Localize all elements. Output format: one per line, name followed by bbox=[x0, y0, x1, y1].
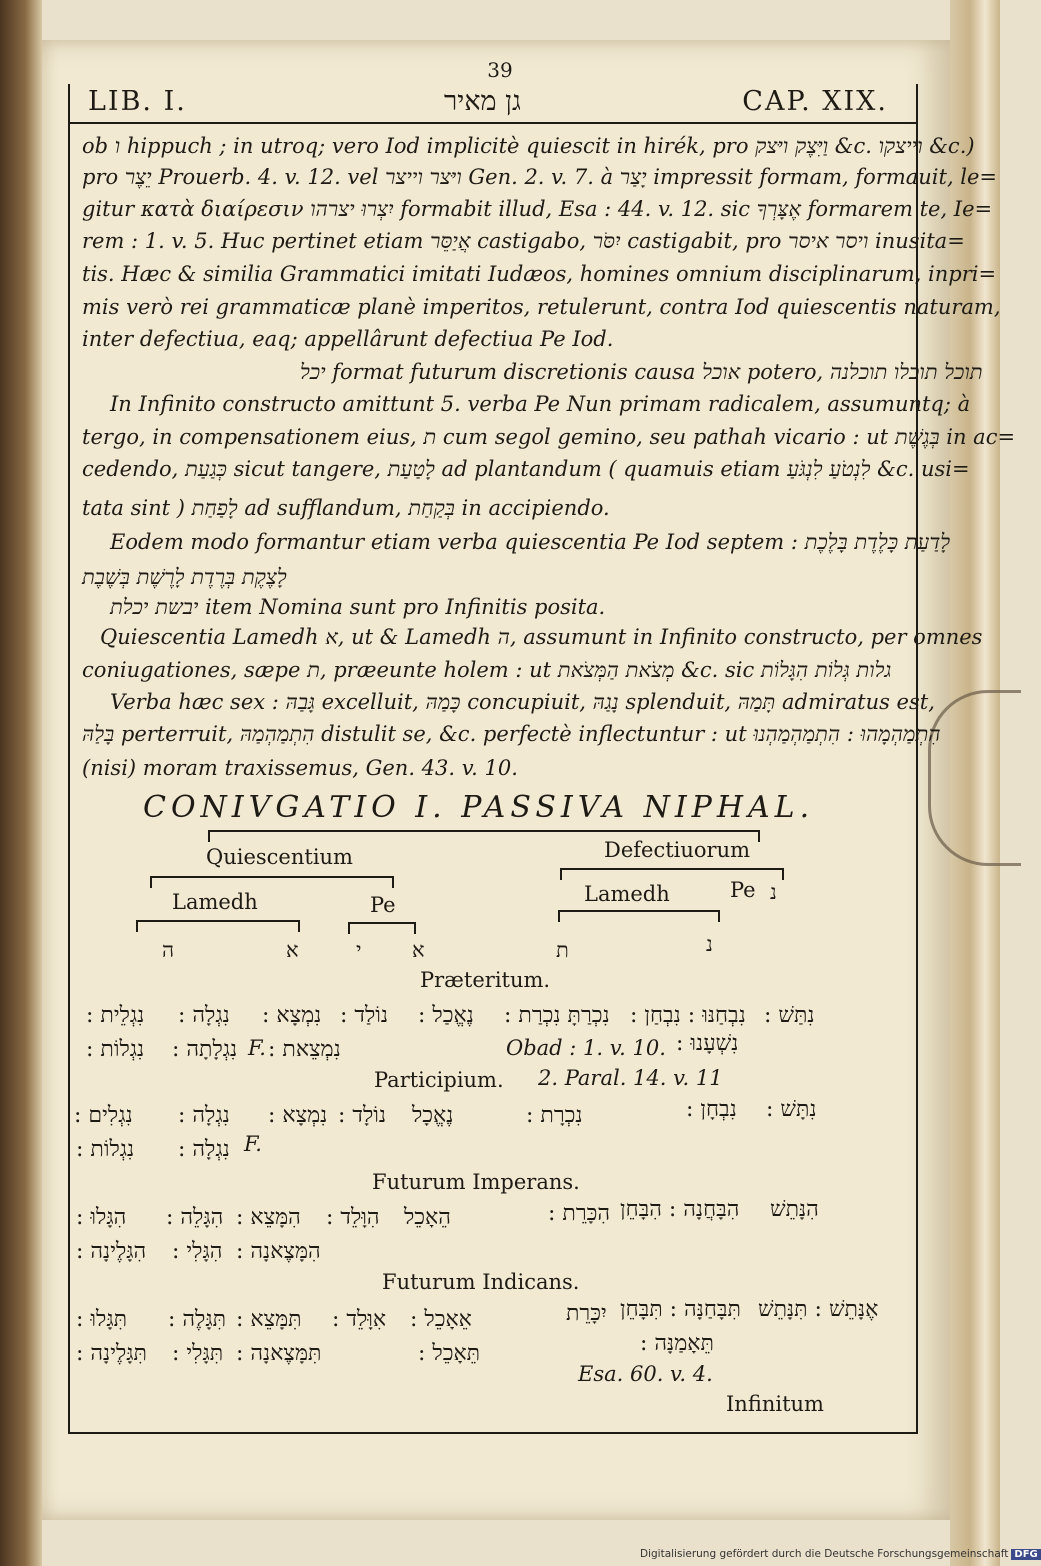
brace-pe bbox=[348, 922, 416, 934]
brace-lamedh bbox=[136, 920, 300, 932]
brace-lamedh-def bbox=[558, 910, 720, 922]
form-cell: נִתָּשׁ : bbox=[766, 1097, 817, 1122]
form-cell: הֵאָכֵל bbox=[404, 1205, 451, 1230]
letter-aleph: א bbox=[286, 938, 299, 962]
form-cell: תִּמָּצֶאנָה : bbox=[236, 1341, 322, 1366]
form-cell: תִּגָּלֶינָה : bbox=[76, 1341, 147, 1366]
form-cell: הִגָּלוּ : bbox=[76, 1205, 127, 1230]
text-line: cedendo, כְּגַעַת sicut tangere, לָטַעַת ad plantandum ( quamuis etiam לִנְטֹעַ לִנְגֹּעַ &c. usi= bbox=[82, 457, 970, 481]
feminine-mark: F. bbox=[248, 1036, 266, 1060]
text-line: Quiescentia Lamedh א, ut & Lamedh ה, assumunt in Infinito constructo, per omnes bbox=[100, 625, 983, 649]
form-cell: נִגְלָה : bbox=[178, 1137, 230, 1162]
running-header bbox=[68, 84, 918, 124]
text-line: יבשת יכלת item Nomina sunt pro Infinitis posita. bbox=[110, 595, 606, 619]
bottom-rule bbox=[68, 1432, 918, 1434]
form-cell: נִגְלֵית : bbox=[86, 1003, 145, 1028]
form-cell: נִתַּשׁ : bbox=[764, 1003, 815, 1028]
text-line: gitur κατὰ διαίρεσιν יִצְרוּ יצרהו formabit illud, Esa : 44. v. 12. sic אֶצָּרְךָ formarem te, Ie= bbox=[82, 197, 993, 221]
form-cell: נִכְרָת : bbox=[526, 1103, 583, 1128]
text-line: Verba hæc sex : גָּבַהּ excelluit, כָּמַהּ concupiuit, נָגַהּ splenduit, תָּמַהּ admiratus est, bbox=[110, 690, 935, 714]
text-line: rem : 1. v. 5. Huc pertinet etiam אֲיַסֵּר castigabo, יִסֹּר castigabit, pro ויסר איסר inusita= bbox=[82, 229, 965, 253]
text-line: Eodem modo formantur etiam verba quiescentia Pe Iod septem : לָדַעַת כָּלֶדֶת בָּלֶכֶת bbox=[110, 530, 951, 554]
form-cell: נוֹלָד : bbox=[338, 1103, 387, 1128]
form-cell: תִּגָּלִי : bbox=[172, 1341, 224, 1366]
form-cell: הִמָּצֶאנָה : bbox=[236, 1239, 321, 1264]
form-cell: נִשְׁעָנוּ : bbox=[676, 1031, 739, 1056]
text-line: לָצֶקֶת בְּרֶדֶת לָרֶשֶׁת בְּשֶׁבֶת bbox=[82, 565, 287, 589]
header-right: CAP. XIX. bbox=[742, 86, 888, 117]
feminine-mark: F. bbox=[244, 1132, 262, 1156]
letter-yod: י bbox=[356, 938, 362, 962]
text-line: In Infinito constructo amittunt 5. verba Pe Nun primam radicalem, assumuntq; à bbox=[110, 392, 971, 416]
form-cell: נִמְצָא : bbox=[262, 1003, 322, 1028]
text-line: (nisi) moram traxissemus, Gen. 43. v. 10. bbox=[82, 756, 518, 780]
subgroup-pe-letter: נ bbox=[770, 880, 777, 904]
form-cell: הִבָּחֲנָה : הִבָּחֵן bbox=[620, 1197, 740, 1222]
text-line: inter defectiua, eaq; appellârunt defectiua Pe Iod. bbox=[82, 327, 614, 351]
subgroup-pe: Pe bbox=[370, 893, 396, 917]
form-cell: הִגָּלֶינָה : bbox=[76, 1239, 147, 1264]
credit-text: Digitalisierung gefördert durch die Deutsche Forschungsgemeinschaft bbox=[640, 1548, 1009, 1560]
header-center: גן מאיר bbox=[444, 86, 521, 117]
text-line: tis. Hæc & similia Grammatici imitati Iudæos, homines omnium disciplinarum, inpri= bbox=[82, 262, 997, 286]
letter-nun: נ bbox=[706, 932, 713, 956]
subgroup-pe: Pe bbox=[730, 878, 756, 902]
reference: Obad : 1. v. 10. bbox=[506, 1036, 666, 1060]
text-line: יכל format futurum discretionis causa אוכל potero, תוכל תוכלו תוכלנה bbox=[300, 360, 983, 384]
text-line: mis verò rei grammaticæ planè imperitos, retulerunt, contra Iod quiescentis naturam, bbox=[82, 295, 1001, 319]
letter-aleph: א bbox=[412, 938, 425, 962]
text-line: ob ו hippuch ; in utroq; vero Iod implicitè quiescit in hirék, pro וַיִּצֶק ויּצק &c. וייצקו &c.) bbox=[82, 134, 975, 158]
form-cell: אֵאָכֵל : bbox=[410, 1307, 472, 1332]
form-cell: הִכָּרֵת : bbox=[548, 1201, 611, 1226]
form-cell: תֵּאָכֵל : bbox=[418, 1341, 481, 1366]
form-cell: נִגְלוֹת : bbox=[86, 1037, 145, 1062]
form-cell: הִנָּתֵשׁ bbox=[770, 1197, 819, 1222]
form-cell: נִגְלִים : bbox=[74, 1103, 133, 1128]
subgroup-lamedh: Lamedh bbox=[172, 890, 258, 914]
page-clip bbox=[928, 690, 1021, 866]
group-quiescentium: Quiescentium bbox=[206, 845, 353, 869]
catchword: Infinitum bbox=[726, 1392, 824, 1416]
form-cell: נֶאֱכַל : bbox=[418, 1003, 474, 1028]
form-cell: נִגְלָה : bbox=[178, 1003, 230, 1028]
form-cell: נִבְחַנּוּ : נִבְחַן : bbox=[630, 1003, 746, 1028]
form-cell: תִּמָּצֵא : bbox=[236, 1307, 302, 1332]
letter-he: ה bbox=[162, 938, 175, 962]
text-line: tata sint ) לָפַחַת ad sufflandum, בְּקַחַת in accipiendo. bbox=[82, 496, 610, 520]
form-cell: הִוָּלֵד : bbox=[326, 1205, 380, 1230]
form-cell: הִמָּצֵא : bbox=[236, 1205, 301, 1230]
form-cell: נִגְלָתָה : bbox=[172, 1037, 238, 1062]
reference: Esa. 60. v. 4. bbox=[578, 1362, 713, 1386]
form-cell: נֶאֱכָל bbox=[412, 1103, 454, 1128]
section-praeteritum: Præteritum. bbox=[420, 968, 551, 992]
dfg-logo: DFG bbox=[1011, 1549, 1040, 1560]
form-cell: נִבְחָן : bbox=[686, 1097, 737, 1122]
form-cell: הִגָּלִי : bbox=[172, 1239, 223, 1264]
digitization-credit bbox=[640, 1548, 1041, 1560]
page-number: 39 bbox=[487, 58, 513, 82]
book-spine bbox=[0, 0, 42, 1566]
form-cell: נִכְרַתָּ נִכְרַת : bbox=[504, 1003, 610, 1028]
header-left: LIB. I. bbox=[88, 86, 187, 117]
form-cell: תֵּאָמַנָּה : bbox=[640, 1331, 714, 1356]
form-cell: הִגָּלֵה : bbox=[166, 1205, 224, 1230]
text-line: coniugationes, sæpe ת, præeunte holem : ut מְצֹאת הַמְּצֹאת &c. sic גלות גְּלוֹת הִגָּלוֹת bbox=[82, 658, 892, 682]
form-cell: נִמְצֵאת : bbox=[268, 1037, 341, 1062]
form-cell: נִגְלוֹת : bbox=[76, 1137, 135, 1162]
section-participium: Participium. bbox=[374, 1068, 504, 1092]
form-cell: אֶנָּתֵשׁ : תִּנָּתֵשׁ bbox=[758, 1297, 879, 1322]
section-futurum-indicans: Futurum Indicans. bbox=[382, 1270, 580, 1294]
subgroup-lamedh: Lamedh bbox=[584, 882, 670, 906]
brace-quiescentium bbox=[150, 876, 394, 888]
form-cell: נִגְלָה : bbox=[178, 1103, 230, 1128]
form-cell: תִּבָּחַנָּה : תִּבָּחֵן bbox=[620, 1297, 741, 1322]
reference: 2. Paral. 14. v. 11 bbox=[538, 1066, 723, 1090]
letter-tav: ת bbox=[556, 938, 569, 962]
group-defectiuorum: Defectiuorum bbox=[604, 838, 751, 862]
text-line: בָּלַהּ perterruit, הִתְמַהְמַהּ distulit se, &c. perfectè inflectuntur : ut הִתְמַהְמָהוּ : הִתְמַהְמַהְנוּ bbox=[82, 722, 941, 746]
form-cell: תִּגָּלוּ : bbox=[76, 1307, 128, 1332]
text-line: tergo, in compensationem eius, ת cum segol gemino, seu pathah vicario : ut בְּגֶשֶׁת in ac= bbox=[82, 425, 1016, 449]
form-cell: יִכָּרֵת bbox=[566, 1301, 607, 1326]
table-title: CONIVGATIO I. PASSIVA NIPHAL. bbox=[143, 790, 815, 825]
form-cell: אִוָּלֵד : bbox=[332, 1307, 387, 1332]
text-line: pro יֵצֶר Prouerb. 4. v. 12. vel ויּצר וייצר Gen. 2. v. 7. à יָצַר impressit formam, formauit, le= bbox=[82, 165, 998, 189]
form-cell: תִּגָּלֶה : bbox=[168, 1307, 227, 1332]
form-cell: נוֹלַד : bbox=[340, 1003, 389, 1028]
section-futurum-imperans: Futurum Imperans. bbox=[372, 1170, 580, 1194]
form-cell: נִמְצָא : bbox=[268, 1103, 328, 1128]
